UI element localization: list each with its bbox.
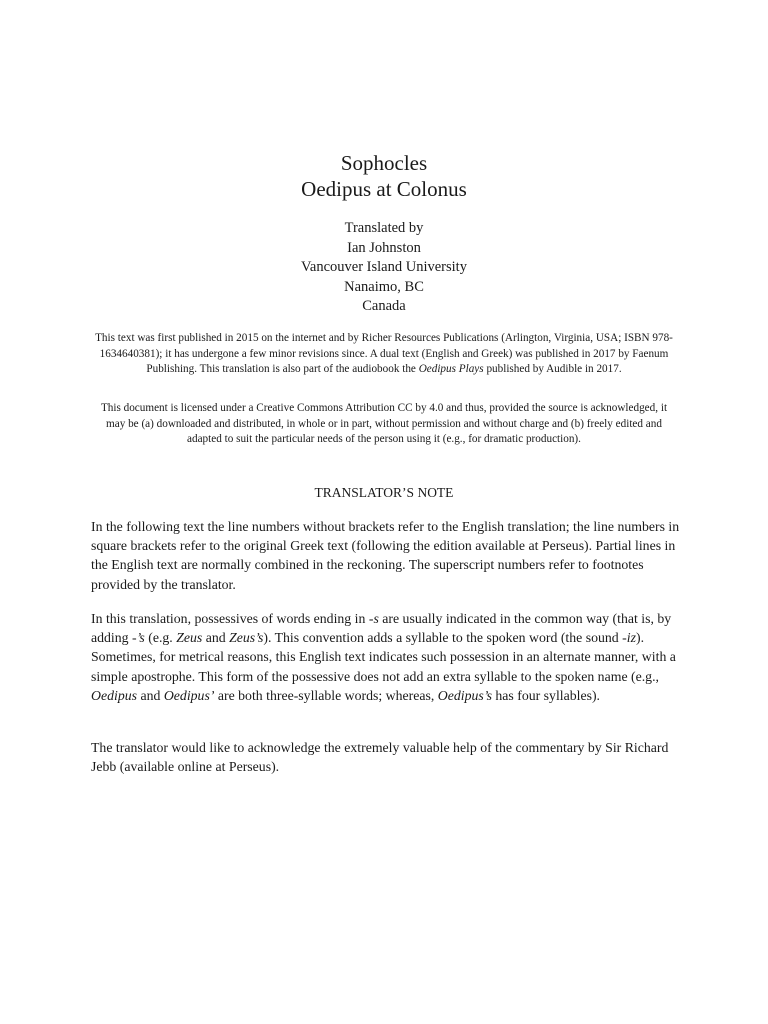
translator-city: Nanaimo, BC [344, 278, 424, 295]
publication-notice-text-end: published by Audible in 2017. [483, 363, 622, 376]
para2-italic: -s [368, 611, 379, 626]
paragraph-possessives [91, 609, 681, 705]
translator-name: Ian Johnston [347, 239, 421, 256]
para2-text: ). Sometimes, for metrical reasons, this English text indicates such possession in an alternate manner, with a simple apostrophe. This form of the possessive does not add an extra syllable to the spoken name (e.g., [91, 630, 676, 684]
para2-text: are both three-syllable words; whereas, [214, 687, 438, 703]
para2-italic: Zeus’s [229, 630, 264, 646]
publication-notice-text: This text was first published in 2015 on the internet and by Richer Resources Publications (Arlington, Virginia, USA; ISBN 978-1634640381); it has undergone a few minor revisions since. A dual text (English and Greek) was published in 2017 by Faenum Publishing. This translation is also part of the audiobook the [95, 332, 673, 376]
para2-text: In this translation, possessives of words ending in [91, 611, 369, 626]
license-notice: This document is licensed under a Creative Commons Attribution CC by 4.0 and thus, provided the source is acknowledged, it may be (a) downloaded and distributed, in whole or in part, without permission and without charge and (b) freely edited and adapted to suit the particular needs of the person using it (e.g., for dramatic production). [100, 402, 668, 446]
translator-institution: Vancouver Island University [301, 259, 467, 275]
translated-by-label: Translated by [344, 220, 424, 236]
paragraph-line-numbers: In the following text the line numbers without brackets refer to the English translation; the line numbers in square brackets refer to the original Greek text (following the edition available at Perseus). Partial lines in the English text are normally combined in the reckoning. The superscript numbers refer to footnotes provided by the translator. [91, 519, 680, 592]
para2-italic: Zeus [176, 630, 203, 646]
para2-text: has four syllables). [491, 687, 601, 703]
para2-italic: -iz [622, 630, 636, 646]
publication-notice-italic-title: Oedipus Plays [418, 363, 484, 376]
para2-text: (e.g. [144, 630, 177, 646]
para2-italic: Oedipus’s [437, 687, 492, 703]
translator-block [0, 219, 768, 317]
title-block [0, 150, 768, 202]
translator-country: Canada [362, 298, 406, 314]
author-name: Sophocles [340, 151, 428, 175]
section-heading: TRANSLATOR’S NOTE [314, 485, 454, 500]
para2-italic: Oedipus [91, 687, 137, 703]
para2-italic: -’s [132, 630, 145, 646]
paragraph-acknowledgement: The translator would like to acknowledge the extremely valuable help of the commentary by Sir Richard Jebb (available online at Perseus). [91, 740, 669, 775]
work-title: Oedipus at Colonus [301, 177, 467, 201]
publication-notice [90, 331, 678, 378]
para2-italic: Oedipus’ [163, 687, 215, 703]
para2-text: are usually indicated in the common way (that is, by adding [91, 611, 672, 646]
para2-text: and [202, 630, 230, 646]
para2-text: ). This convention adds a syllable to the spoken word (the sound [263, 630, 623, 646]
para2-text: and [137, 687, 164, 703]
